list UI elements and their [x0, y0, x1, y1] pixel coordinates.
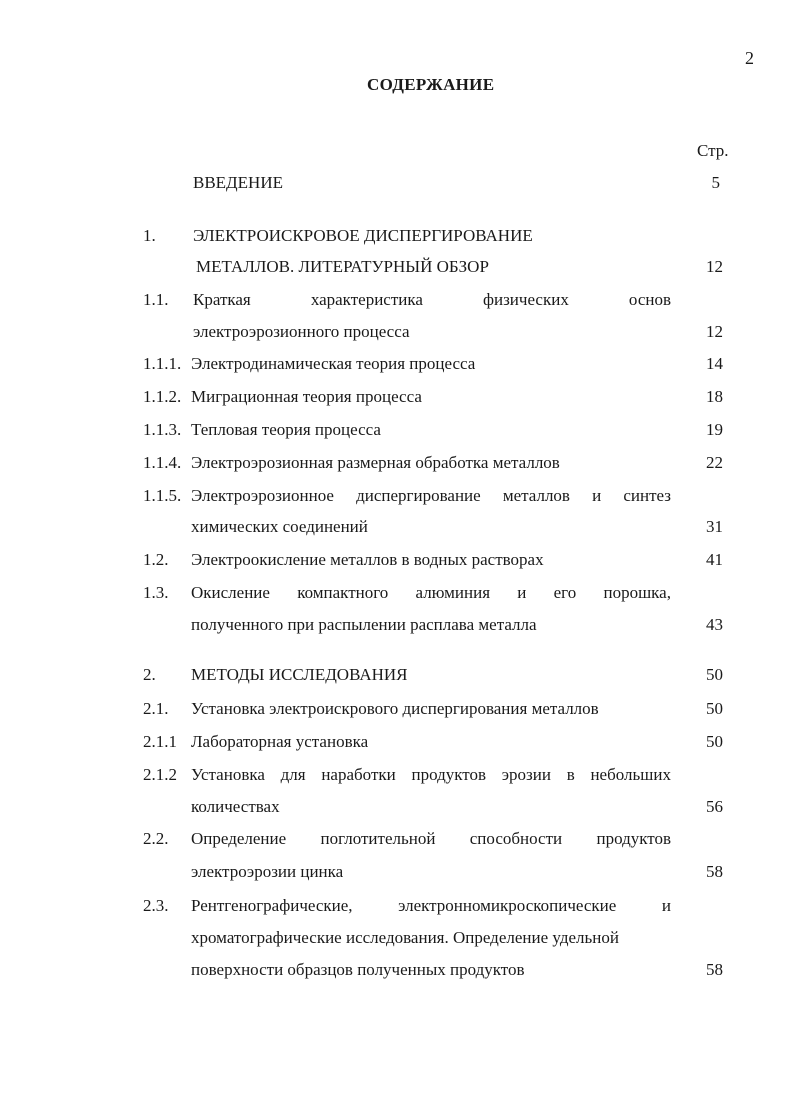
page-number: 2: [745, 48, 754, 68]
toc-entry-1-1-2-page: 18: [706, 387, 723, 406]
toc-entry-1-page: 12: [706, 257, 723, 276]
toc-entry-2-1-2-number: 2.1.2: [143, 765, 177, 784]
toc-entry-2-text: МЕТОДЫ ИССЛЕДОВАНИЯ: [191, 665, 408, 684]
word: физических: [482, 290, 569, 309]
word: основ: [628, 290, 671, 309]
toc-entry-2-1-1-page: 50: [706, 732, 723, 751]
word: небольших: [590, 765, 671, 784]
toc-entry-1-1-line2: электроэрозионного процесса: [193, 322, 410, 341]
toc-entry-1-1-3-page: 19: [706, 420, 723, 439]
word: Краткая: [193, 290, 251, 309]
toc-entry-1-3-line1: [191, 583, 671, 603]
word: алюминия: [415, 583, 491, 602]
toc-entry-2-1-2-line2: количествах: [191, 797, 280, 816]
toc-entry-2-2-number: 2.2.: [143, 829, 169, 848]
page-column-header: Стр.: [697, 141, 729, 160]
word: способности: [469, 829, 563, 848]
toc-entry-1-1-3-number: 1.1.3.: [143, 420, 182, 439]
toc-entry-1-line2: МЕТАЛЛОВ. ЛИТЕРАТУРНЫЙ ОБЗОР: [196, 257, 489, 276]
toc-entry-intro-text: ВВЕДЕНИЕ: [193, 173, 283, 192]
toc-entry-1-1-1-number: 1.1.1.: [143, 354, 182, 373]
toc-entry-2-2-line1: [191, 829, 671, 849]
toc-entry-2-2-line2: электроэрозии цинка: [191, 862, 344, 881]
word: Установка: [191, 765, 265, 784]
toc-entry-2-1-1-text: Лабораторная установка: [191, 732, 369, 751]
word: электронномикроскопические: [398, 896, 617, 915]
word: эрозии: [501, 765, 551, 784]
toc-entry-1-1-3-text: Тепловая теория процесса: [191, 420, 381, 439]
toc-entry-2-number: 2.: [143, 665, 156, 684]
toc-entry-1-1-5-line1: [191, 486, 671, 506]
toc-entry-1-3-line2: полученного при распылении расплава металла: [191, 615, 537, 634]
toc-entry-1-1-page: 12: [706, 322, 723, 341]
toc-entry-1-3-page: 43: [706, 615, 723, 634]
toc-entry-2-3-line1: [191, 896, 671, 916]
word: его: [553, 583, 577, 602]
word: Окисление: [191, 583, 270, 602]
toc-entry-1-1-5-number: 1.1.5.: [143, 486, 182, 505]
toc-entry-intro-page: 5: [711, 173, 720, 192]
toc-entry-1-2-number: 1.2.: [143, 550, 169, 569]
toc-entry-1-1-5-line2: химических соединений: [191, 517, 368, 536]
word: продуктов: [596, 829, 671, 848]
toc-entry-2-1-number: 2.1.: [143, 699, 169, 718]
word: и: [592, 486, 602, 505]
toc-entry-2-2-page: 58: [706, 862, 723, 881]
toc-entry-2-1-1-number: 2.1.1: [143, 732, 177, 751]
toc-entry-2-page: 50: [706, 665, 723, 684]
toc-entry-1-1-5-page: 31: [706, 517, 723, 536]
toc-entry-1-2-page: 41: [706, 550, 723, 569]
toc-entry-1-1-2-number: 1.1.2.: [143, 387, 182, 406]
word: Определение: [191, 829, 287, 848]
word: характеристика: [310, 290, 423, 309]
toc-entry-2-3-line3: поверхности образцов полученных продуктов: [191, 960, 525, 979]
toc-entry-1-1-line1: [193, 290, 671, 310]
toc-entry-1-1-number: 1.1.: [143, 290, 169, 309]
word: поглотительной: [320, 829, 436, 848]
word: порошка,: [603, 583, 671, 602]
word: Рентгенографические,: [191, 896, 353, 915]
toc-entry-1-3-number: 1.3.: [143, 583, 169, 602]
word: синтез: [623, 486, 671, 505]
toc-entry-1-1-2-text: Миграционная теория процесса: [191, 387, 422, 406]
toc-entry-1-1-1-text: Электродинамическая теория процесса: [191, 354, 476, 373]
toc-entry-2-3-line2: хроматографические исследования. Определение удельной: [191, 928, 619, 947]
word: Электроэрозионное: [191, 486, 334, 505]
toc-entry-1-1-4-page: 22: [706, 453, 723, 472]
toc-entry-2-3-number: 2.3.: [143, 896, 169, 915]
toc-entry-1-1-4-number: 1.1.4.: [143, 453, 182, 472]
word: и: [661, 896, 671, 915]
toc-entry-1-1-4-text: Электроэрозионная размерная обработка металлов: [191, 453, 560, 472]
toc-entry-1-1-1-page: 14: [706, 354, 723, 373]
toc-entry-2-1-text: Установка электроискрового диспергирования металлов: [191, 699, 599, 718]
toc-entry-1-2-text: Электроокисление металлов в водных растворах: [191, 550, 544, 569]
word: компактного: [297, 583, 389, 602]
toc-entry-1-number: 1.: [143, 226, 156, 245]
word: диспергирование: [356, 486, 481, 505]
word: и: [517, 583, 527, 602]
word: наработки: [321, 765, 396, 784]
toc-entry-2-1-page: 50: [706, 699, 723, 718]
word: металлов: [502, 486, 570, 505]
toc-entry-2-1-2-page: 56: [706, 797, 723, 816]
word: в: [566, 765, 575, 784]
toc-entry-2-3-page: 58: [706, 960, 723, 979]
word: для: [280, 765, 306, 784]
toc-entry-1-line1: ЭЛЕКТРОИСКРОВОЕ ДИСПЕРГИРОВАНИЕ: [193, 226, 533, 245]
toc-entry-2-1-2-line1: [191, 765, 671, 785]
page-title: СОДЕРЖАНИЕ: [367, 75, 495, 94]
word: продуктов: [411, 765, 486, 784]
